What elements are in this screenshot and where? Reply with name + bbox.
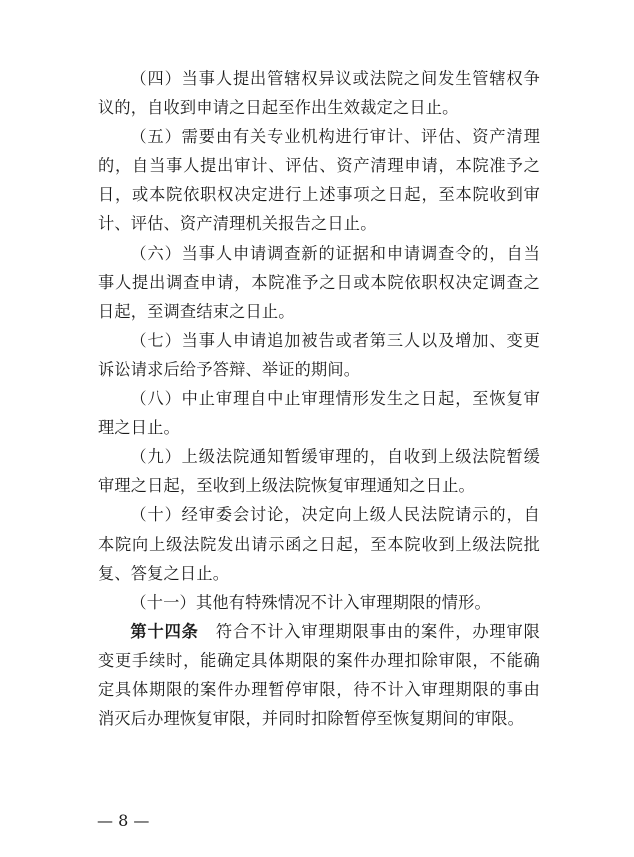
document-body <box>98 64 540 733</box>
article-text: 符合不计入审理期限事由的案件，办理审限变更手续时，能确定具体期限的案件办理扣除审限，不能确定具体期限的案件办理暂停审限，待不计入审理期限的事由消灭后办理恢复审限，并同时扣除暂停至恢复期间的审限。 <box>98 621 540 729</box>
clause-9: （九）上级法院通知暂缓审理的，自收到上级法院暂缓审理之日起，至收到上级法院恢复审理通知之日止。 <box>98 447 540 496</box>
clause-4: （四）当事人提出管辖权异议或法院之间发生管辖权争议的，自收到申请之日起至作出生效裁定之日止。 <box>98 69 540 118</box>
clause-10: （十）经审委会讨论，决定向上级人民法院请示的，自本院向上级法院发出请示函之日起，至本院收到上级法院批复、答复之日止。 <box>98 505 540 583</box>
article-14 <box>98 617 540 733</box>
page-number: — 8 — <box>97 811 150 830</box>
clause-7: （七）当事人申请追加被告或者第三人以及增加、变更诉讼请求后给予答辩、举证的期间。 <box>98 330 540 379</box>
clause-11: （十一）其他有特殊情况不计入审理期限的情形。 <box>130 592 491 612</box>
clause-8: （八）中止审理自中止审理情形发生之日起，至恢复审理之日止。 <box>98 389 540 438</box>
clause-5: （五）需要由有关专业机构进行审计、评估、资产清理的，自当事人提出审计、评估、资产清理申请，本院准予之日，或本院依职权决定进行上述事项之日起，至本院收到审计、评估、资产清理机关报告之日止。 <box>98 127 540 234</box>
clause-6: （六）当事人申请调查新的证据和申请调查令的，自当事人提出调查申请，本院准予之日或本院依职权决定调查之日起，至调查结束之日止。 <box>98 243 540 321</box>
article-number: 第十四条 <box>130 621 199 641</box>
